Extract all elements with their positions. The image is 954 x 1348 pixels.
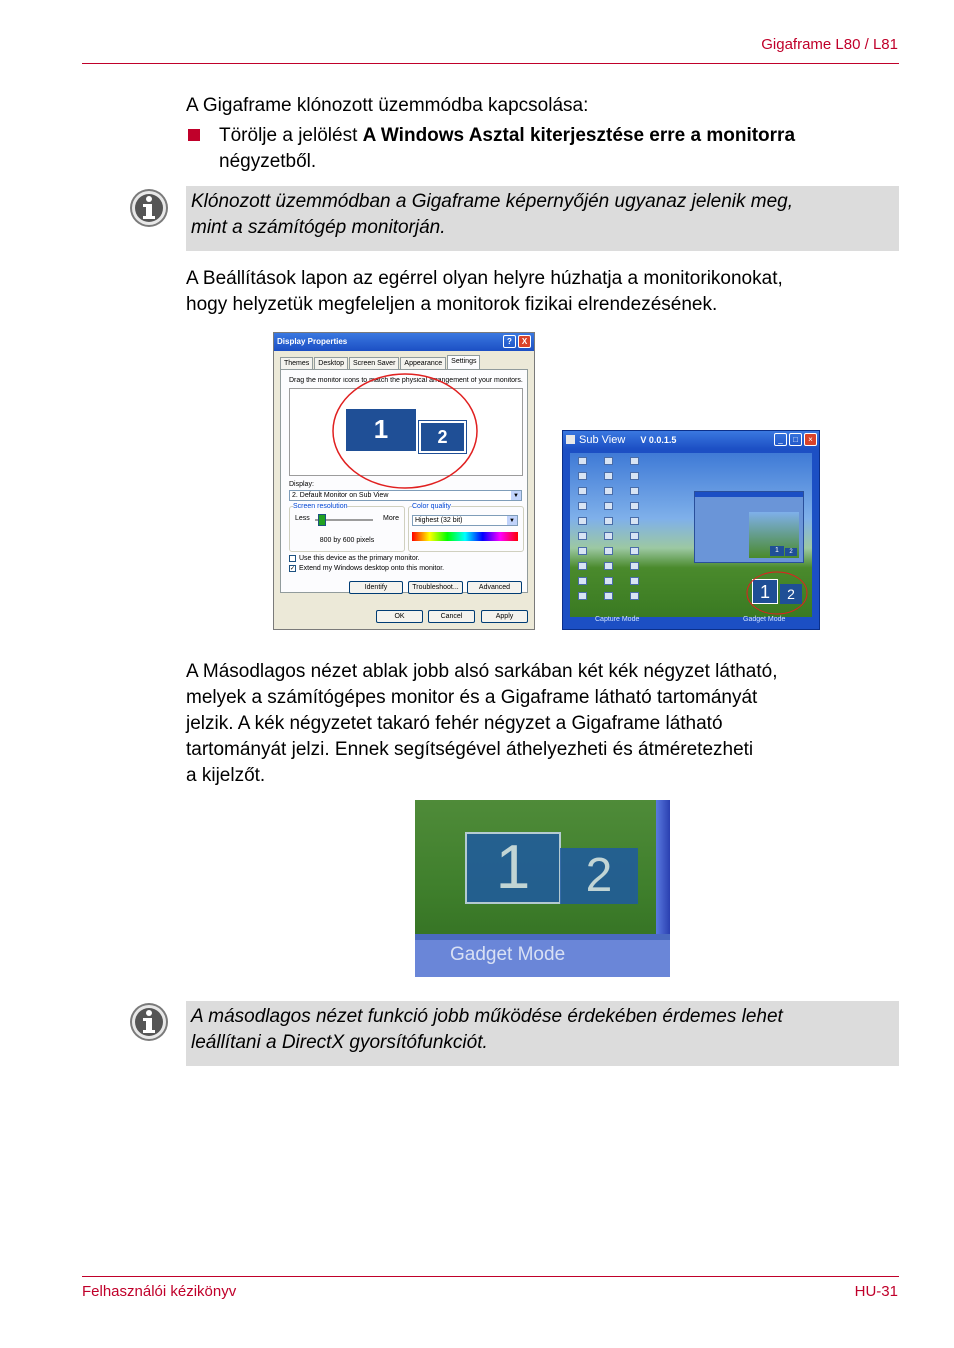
- desktop-icon: [630, 517, 639, 525]
- identify-button[interactable]: Identify: [349, 581, 403, 594]
- drag-instructions: A Beállítások lapon az egérrel olyan helyre húzhatja a monitorikonokat, hogy helyzetük megfeleljen a monitorok fizikai elrendezésének.: [186, 268, 783, 315]
- gadget-mode-label[interactable]: Gadget Mode: [743, 616, 786, 623]
- desktop-icon: [578, 502, 587, 510]
- maximize-button[interactable]: □: [789, 433, 802, 446]
- desktop-icon: [604, 532, 613, 540]
- footer-title: Felhasználói kézikönyv: [82, 1283, 237, 1300]
- desktop-icon: [630, 592, 639, 600]
- highlight-circle: [746, 571, 808, 615]
- chevron-down-icon: ▼: [507, 516, 517, 525]
- sub-view-desktop: [570, 453, 812, 617]
- info-icon: [128, 1001, 170, 1043]
- display-properties-window: [273, 332, 535, 630]
- note-box-directx: A másodlagos nézet funkció jobb működése érdekében érdemes lehet leállítani a DirectX gyorsítófunkciót.: [186, 1001, 899, 1066]
- intro-text: A Gigaframe klónozott üzemmódba kapcsolása:: [186, 95, 589, 116]
- desktop-icon: [604, 547, 613, 555]
- monitor-1-icon[interactable]: 1: [346, 409, 416, 451]
- desktop-icon: [578, 472, 587, 480]
- gadget-mode-zoom-image: [415, 800, 670, 977]
- tab-settings[interactable]: Settings: [447, 355, 480, 371]
- window-title: Display Properties ? X: [274, 333, 534, 351]
- desktop-icon: [578, 487, 587, 495]
- desktop-icon: [630, 577, 639, 585]
- desktop-icon: [604, 562, 613, 570]
- chevron-down-icon: ▼: [511, 491, 521, 500]
- troubleshoot-button[interactable]: Troubleshoot...: [408, 581, 463, 594]
- desktop-icon: [604, 502, 613, 510]
- desktop-icon: [630, 472, 639, 480]
- color-bar: [412, 532, 518, 541]
- apply-button[interactable]: Apply: [481, 610, 528, 623]
- close-button[interactable]: ×: [804, 433, 817, 446]
- app-icon: [566, 435, 575, 444]
- zoom-monitor-1[interactable]: 1: [465, 832, 561, 904]
- desktop-icon: [630, 532, 639, 540]
- zoom-gadget-mode-label[interactable]: Gadget Mode: [450, 944, 566, 965]
- cancel-button[interactable]: Cancel: [428, 610, 475, 623]
- bullet-text: Törölje a jelölést A Windows Asztal kiterjesztése erre a monitorra négyzetből.: [219, 125, 796, 172]
- color-group: Color quality Highest (32 bit) ▼: [408, 506, 524, 552]
- desktop-icon: [630, 457, 639, 465]
- desktop-icon: [578, 517, 587, 525]
- settings-panel: Drag the monitor icons to match the physical arrangement of your monitors. 1 2 Display: 2. Default Monitor on Sub View ▼ Screen resolution Less More 800 by 600 pixels Color quality Highest (32 bit) ▼ Use this device as the primary monitor. ✓ Extend my Windows desktop onto this monitor. Identify Troubleshoot... Advanced: [280, 369, 528, 593]
- primary-monitor-checkbox[interactable]: [289, 555, 296, 562]
- desktop-icon: [604, 472, 613, 480]
- display-label: Display:: [289, 481, 314, 488]
- desktop-icon: [604, 487, 613, 495]
- running-header: Gigaframe L80 / L81: [761, 36, 898, 53]
- desktop-icon: [604, 592, 613, 600]
- help-button[interactable]: ?: [503, 335, 516, 348]
- desktop-icon: [578, 562, 587, 570]
- sub-view-titlebar: Sub View V 0.0.1.5 _ □ ×: [563, 431, 819, 449]
- desktop-icon: [578, 457, 587, 465]
- monitor-2-icon[interactable]: 2: [419, 421, 466, 453]
- ok-button[interactable]: OK: [376, 610, 423, 623]
- desktop-icon: [630, 547, 639, 555]
- desktop-icon: [630, 562, 639, 570]
- tab-desktop[interactable]: Desktop: [314, 357, 348, 371]
- desktop-icon: [604, 577, 613, 585]
- close-button[interactable]: X: [518, 335, 531, 348]
- resolution-group: Screen resolution Less More 800 by 600 pixels: [289, 506, 405, 552]
- desktop-icon: [578, 547, 587, 555]
- info-icon: [128, 187, 170, 229]
- capture-mode-label[interactable]: Capture Mode: [595, 616, 640, 623]
- zoom-monitor-2[interactable]: 2: [560, 848, 638, 904]
- desktop-icon: [578, 577, 587, 585]
- gadget-mode-description: A Másodlagos nézet ablak jobb alsó sarkában két kék négyzet látható, melyek a számítógépes monitor és a Gigaframe látható tartományát jelzik. A kék négyzetet takaró fehér négyzet a Gigaframe látható tartományát jelzi. Ennek segítségével áthelyezheti és átméretezheti a kijelzőt.: [186, 661, 778, 786]
- desktop-icon: [578, 592, 587, 600]
- footer-rule: [82, 1276, 899, 1277]
- desktop-icon: [630, 487, 639, 495]
- header-rule: [82, 63, 899, 64]
- monitor-arrangement: [289, 388, 523, 476]
- desktop-icon: [604, 457, 613, 465]
- tab-themes[interactable]: Themes: [280, 357, 313, 371]
- desktop-icon: [578, 532, 587, 540]
- highlight-circle: [332, 371, 482, 489]
- tab-appearance[interactable]: Appearance: [400, 357, 446, 371]
- desktop-icon: [630, 502, 639, 510]
- desktop-icon: [604, 517, 613, 525]
- note-box-clone-mode: Klónozott üzemmódban a Gigaframe képernyőjén ugyanaz jelenik meg, mint a számítógép monitorján.: [186, 186, 899, 251]
- display-select[interactable]: 2. Default Monitor on Sub View ▼: [289, 490, 522, 501]
- tab-screen-saver[interactable]: Screen Saver: [349, 357, 399, 371]
- color-quality-select[interactable]: Highest (32 bit) ▼: [412, 515, 518, 526]
- subview-monitor-1[interactable]: 1: [752, 579, 778, 604]
- bullet-square: [188, 129, 200, 141]
- instruction-text: Drag the monitor icons to match the physical arrangement of your monitors.: [289, 377, 523, 384]
- sub-view-footer: [563, 616, 819, 628]
- slider-thumb[interactable]: [318, 514, 326, 526]
- nested-window: 1 2: [694, 491, 804, 563]
- extend-desktop-checkbox[interactable]: ✓: [290, 566, 296, 572]
- subview-monitor-2[interactable]: 2: [780, 584, 802, 604]
- sub-view-window: [562, 430, 820, 630]
- page-number: HU-31: [854, 1283, 898, 1300]
- advanced-button[interactable]: Advanced: [467, 581, 522, 594]
- minimize-button[interactable]: _: [774, 433, 787, 446]
